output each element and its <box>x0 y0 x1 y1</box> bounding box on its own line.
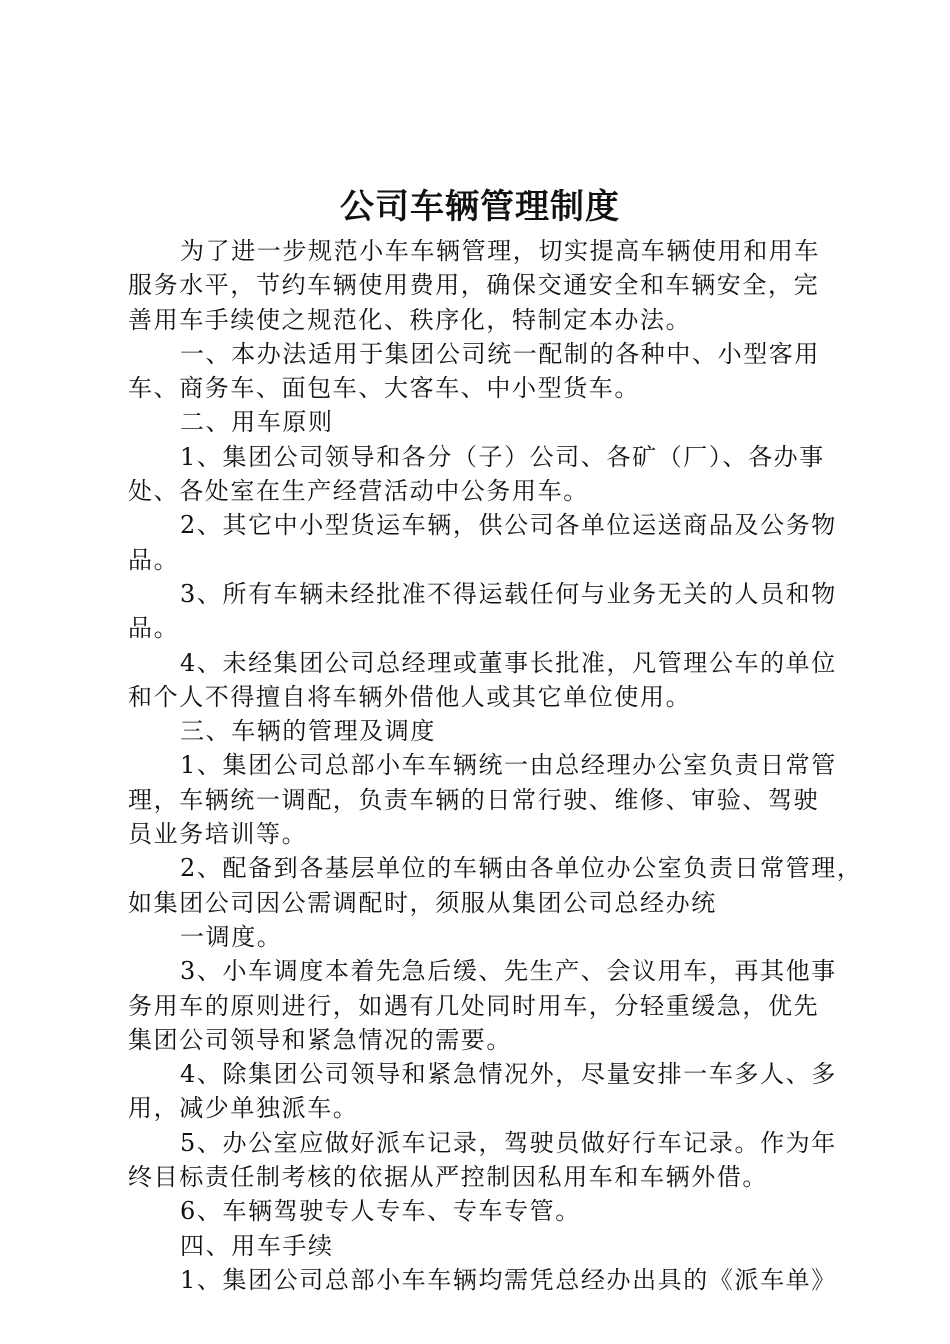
body-line: 务用车的原则进行，如遇有几处同时用车，分轻重缓急，优先 <box>128 991 820 1020</box>
body-line: 集团公司领导和紧急情况的需要。 <box>128 1025 512 1054</box>
body-line: 1、集团公司总部小车车辆均需凭总经办出具的《派车单》 <box>180 1265 837 1294</box>
document-title: 公司车辆管理制度 <box>340 187 620 227</box>
body-line: 和个人不得擅自将车辆外借他人或其它单位使用。 <box>128 682 692 711</box>
body-line: 用，减少单独派车。 <box>128 1094 359 1123</box>
document-body <box>128 234 863 1297</box>
body-line: 4、未经集团公司总经理或董事长批准，凡管理公车的单位 <box>180 648 837 677</box>
body-line: 四、用车手续 <box>180 1231 334 1260</box>
body-line: 一、本办法适用于集团公司统一配制的各种中、小型客用 <box>180 339 820 368</box>
body-line: 为了进一步规范小车车辆管理，切实提高车辆使用和用车 <box>180 237 820 265</box>
body-line: 理，车辆统一调配，负责车辆的日常行驶、维修、审验、驾驶 <box>128 785 820 814</box>
body-line: 处、各处室在生产经营活动中公务用车。 <box>128 477 589 506</box>
body-line: 员业务培训等。 <box>128 820 308 849</box>
body-line: 2、其它中小型货运车辆，供公司各单位运送商品及公务物 <box>180 511 837 540</box>
body-line: 4、除集团公司领导和紧急情况外，尽量安排一车多人、多 <box>180 1060 837 1089</box>
body-line: 三、车辆的管理及调度 <box>180 717 436 746</box>
body-line: 如集团公司因公需调配时，须服从集团公司总经办统 <box>128 888 717 917</box>
body-line: 一调度。 <box>180 922 283 951</box>
body-line: 车、商务车、面包车、大客车、中小型货车。 <box>128 374 640 403</box>
body-line: 3、小车调度本着先急后缓、先生产、会议用车，再其他事 <box>180 957 837 986</box>
body-line: 5、办公室应做好派车记录，驾驶员做好行车记录。作为年 <box>180 1128 837 1157</box>
body-line: 6、车辆驾驶专人专车、专车专管。 <box>180 1197 581 1226</box>
body-line: 善用车手续使之规范化、秩序化，特制定本办法。 <box>128 305 692 334</box>
body-line: 二、用车原则 <box>180 408 334 437</box>
body-line: 服务水平，节约车辆使用费用，确保交通安全和车辆安全，完 <box>128 271 820 300</box>
body-line: 3、所有车辆未经批准不得运载任何与业务无关的人员和物 <box>180 579 837 608</box>
body-line: 1、集团公司领导和各分（子）公司、各矿（厂）、各办事 <box>180 442 825 471</box>
body-line: 2、配备到各基层单位的车辆由各单位办公室负责日常管理， <box>180 854 863 883</box>
body-line: 终目标责任制考核的依据从严控制因私用车和车辆外借。 <box>128 1163 768 1192</box>
body-line: 1、集团公司总部小车车辆统一由总经理办公室负责日常管 <box>180 751 837 780</box>
body-line: 品。 <box>128 614 180 643</box>
body-line: 品。 <box>128 545 180 574</box>
